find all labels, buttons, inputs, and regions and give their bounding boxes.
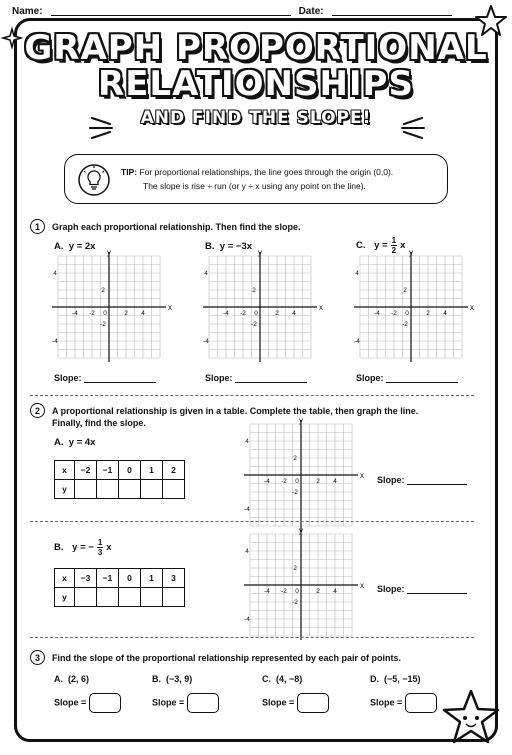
y-tick-label: -2 <box>402 321 408 328</box>
y-tick-label: -4 <box>52 338 58 345</box>
section-number: 1 <box>30 219 45 234</box>
x-tick-label: 4 <box>333 478 337 485</box>
section-1-instruction: Graph each proportional relationship. Then find the slope. <box>52 222 301 232</box>
accent-lines-right-icon <box>398 114 426 140</box>
y-axis-label: y <box>299 416 303 425</box>
table-2b <box>54 568 185 607</box>
y-tick-label: -4 <box>354 338 360 345</box>
section-3-instruction: Find the slope of the proportional relationship represented by each pair of points. <box>52 653 402 663</box>
table-answer-cell[interactable] <box>97 588 119 607</box>
table-answer-cell[interactable] <box>75 588 97 607</box>
x-tick-label: -4 <box>264 478 270 485</box>
y-tick-label: -4 <box>244 616 250 623</box>
x-tick-label: 2 <box>316 478 320 485</box>
table-cell: 0 <box>119 569 141 588</box>
date-label: Date: <box>298 6 324 17</box>
x-tick-label: 0 <box>254 310 258 317</box>
name-field[interactable] <box>51 6 291 16</box>
slope-answer-1b[interactable]: Slope: <box>205 373 307 383</box>
tip-box <box>64 154 448 204</box>
problem-1b-label: B. y = −3x <box>205 241 253 252</box>
y-tick-label: 2 <box>293 565 297 572</box>
slope-answer-2b[interactable]: Slope: <box>377 584 467 594</box>
answer-box[interactable] <box>187 693 219 713</box>
y-axis-label: y <box>409 248 413 257</box>
answer-box[interactable] <box>297 693 329 713</box>
table-cell: 3 <box>163 569 185 588</box>
y-tick-label: 2 <box>101 287 105 294</box>
x-tick-label: 0 <box>103 310 107 317</box>
section-number: 2 <box>30 403 45 418</box>
y-axis-label: y <box>299 526 303 535</box>
table-cell: 1 <box>141 461 163 480</box>
problem-2b-label: B. y = − $\frac{1}{3}$ x <box>54 538 112 557</box>
table-y-label: y <box>55 480 75 499</box>
section-divider <box>30 637 474 638</box>
slope-answer-2a[interactable]: Slope: <box>377 475 467 485</box>
x-tick-label: -4 <box>72 310 78 317</box>
table-cell: −1 <box>97 461 119 480</box>
y-tick-label: 4 <box>355 270 359 277</box>
table-cell: 2 <box>163 461 185 480</box>
x-axis-label: x <box>360 471 364 480</box>
answer-box[interactable] <box>405 693 437 713</box>
x-tick-label: 4 <box>333 588 337 595</box>
title-subtitle: AND FIND THE SLOPE! <box>140 108 372 128</box>
name-date-row <box>12 6 482 17</box>
smiling-star-icon <box>440 688 502 748</box>
table-cell: 1 <box>141 569 163 588</box>
x-tick-label: 0 <box>295 588 299 595</box>
y-tick-label: -2 <box>292 489 298 496</box>
x-tick-label: 4 <box>292 310 296 317</box>
section-2-instruction-1: A proportional relationship is given in a table. Complete the table, then graph the line. <box>52 406 419 416</box>
table-2a <box>54 460 185 499</box>
tip-line-1: For proportional relationships, the line goes through the origin (0,0). <box>139 167 394 177</box>
y-tick-label: -4 <box>244 506 250 513</box>
table-answer-cell[interactable] <box>75 480 97 499</box>
x-tick-label: -2 <box>391 310 397 317</box>
table-answer-cell[interactable] <box>119 480 141 499</box>
y-tick-label: -4 <box>203 338 209 345</box>
x-tick-label: 2 <box>124 310 128 317</box>
x-tick-label: -2 <box>281 478 287 485</box>
table-y-label: y <box>55 588 75 607</box>
y-tick-label: -2 <box>251 321 257 328</box>
table-cell: −1 <box>97 569 119 588</box>
x-axis-label: x <box>319 303 323 312</box>
x-tick-label: -2 <box>281 588 287 595</box>
y-axis-label: y <box>258 248 262 257</box>
section-2-instruction-2: Finally, find the slope. <box>52 418 146 428</box>
y-tick-label: 4 <box>53 270 57 277</box>
table-answer-cell[interactable] <box>97 480 119 499</box>
title-line-1: GRAPH PROPORTIONAL <box>24 28 488 68</box>
point-pair-c: C. (4, −8) <box>262 674 303 684</box>
problem-2a-label: A. y = 4x <box>54 437 96 448</box>
y-tick-label: -2 <box>292 599 298 606</box>
point-pair-a: A. (2, 6) <box>54 674 90 684</box>
x-tick-label: -2 <box>240 310 246 317</box>
x-tick-label: 4 <box>141 310 145 317</box>
worksheet-title <box>0 30 512 128</box>
x-axis-label: x <box>360 581 364 590</box>
x-tick-label: 2 <box>426 310 430 317</box>
y-tick-label: -2 <box>100 321 106 328</box>
section-2-heading <box>30 403 418 429</box>
x-tick-label: -4 <box>374 310 380 317</box>
table-answer-cell[interactable] <box>141 588 163 607</box>
slope-answer-1c[interactable]: Slope: <box>356 373 458 383</box>
x-axis-label: x <box>168 303 172 312</box>
section-number: 3 <box>30 650 45 665</box>
table-cell: −3 <box>75 569 97 588</box>
table-x-label: x <box>55 569 75 588</box>
lightbulb-icon <box>77 163 111 197</box>
point-pair-d: D. (−5, −15) <box>370 674 421 684</box>
problem-1a-label: A. y = 2x <box>54 241 96 252</box>
tip-line-2: The slope is rise ÷ run (or y ÷ x using any point on the line). <box>143 181 366 191</box>
table-answer-cell[interactable] <box>119 588 141 607</box>
table-answer-cell[interactable] <box>163 480 185 499</box>
date-field[interactable] <box>332 6 452 16</box>
table-x-label: x <box>55 461 75 480</box>
x-tick-label: 2 <box>316 588 320 595</box>
slope-answer-3c: Slope = <box>262 693 329 713</box>
x-tick-label: 0 <box>295 478 299 485</box>
y-tick-label: 4 <box>245 548 249 555</box>
y-tick-label: 2 <box>252 287 256 294</box>
slope-answer-3a: Slope = <box>54 693 121 713</box>
title-line-2: RELATIONSHIPS <box>98 64 414 104</box>
x-tick-label: -4 <box>223 310 229 317</box>
slope-answer-3d: Slope = <box>370 693 437 713</box>
slope-answer-1a[interactable]: Slope: <box>54 373 156 383</box>
table-answer-cell[interactable] <box>163 588 185 607</box>
accent-lines-left-icon <box>88 114 116 140</box>
y-tick-label: 4 <box>245 438 249 445</box>
x-tick-label: 2 <box>275 310 279 317</box>
point-pair-b: B. (−3, 9) <box>152 674 193 684</box>
table-cell: −2 <box>75 461 97 480</box>
section-1-heading <box>30 219 301 234</box>
answer-box[interactable] <box>89 693 121 713</box>
section-3-heading <box>30 650 401 665</box>
name-label: Name: <box>12 6 43 17</box>
x-tick-label: -4 <box>264 588 270 595</box>
x-tick-label: 4 <box>443 310 447 317</box>
y-axis-label: y <box>107 248 111 257</box>
table-cell: 0 <box>119 461 141 480</box>
slope-answer-3b: Slope = <box>152 693 219 713</box>
y-tick-label: 2 <box>403 287 407 294</box>
x-tick-label: 0 <box>405 310 409 317</box>
tip-label: TIP: <box>121 167 138 177</box>
y-tick-label: 2 <box>293 455 297 462</box>
problem-1c-label: C. y = $\frac{1}{2}$ x <box>356 236 406 255</box>
table-answer-cell[interactable] <box>141 480 163 499</box>
section-divider <box>30 395 474 396</box>
x-axis-label: x <box>470 303 474 312</box>
section-divider <box>30 521 474 522</box>
x-tick-label: -2 <box>89 310 95 317</box>
y-tick-label: 4 <box>204 270 208 277</box>
